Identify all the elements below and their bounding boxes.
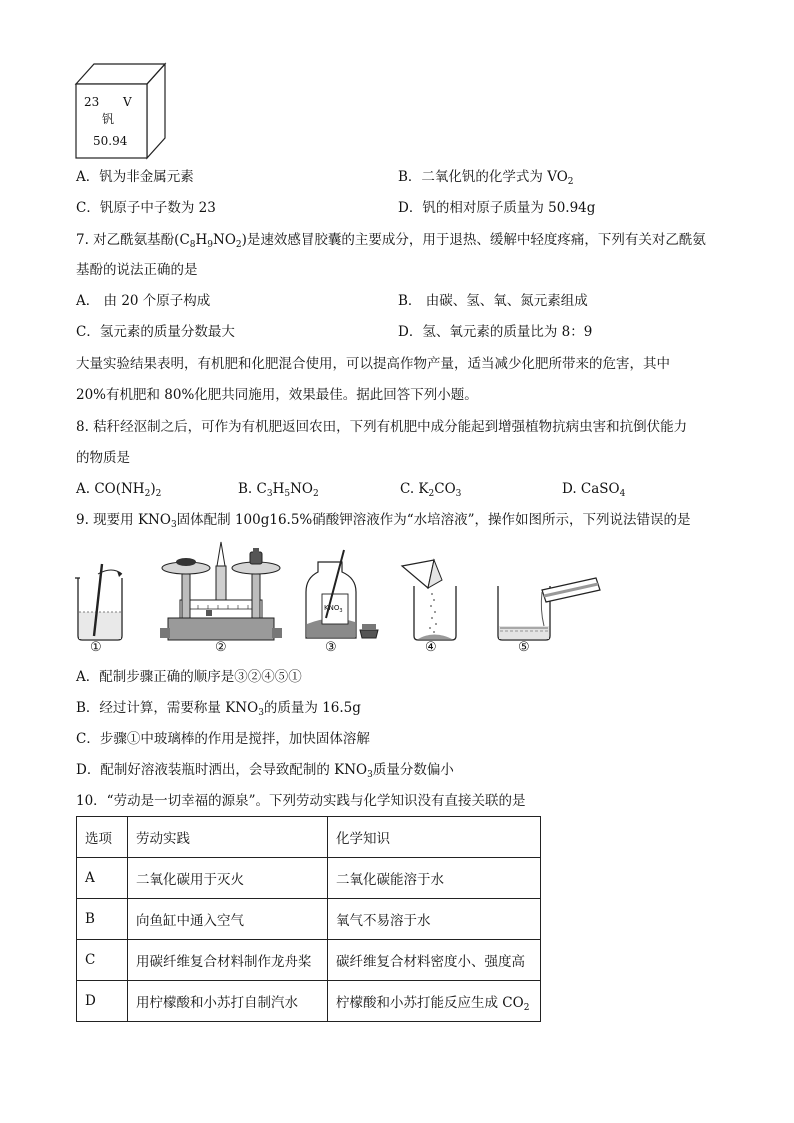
q9-option-c: C．步骤①中玻璃棒的作用是搅拌，加快固体溶解 bbox=[76, 731, 370, 747]
q7-option-c: C．氢元素的质量分数最大 bbox=[76, 324, 235, 340]
q8-option-c: C. $K_2CO_3$ bbox=[400, 481, 462, 499]
reagent-bottle-figure bbox=[304, 548, 382, 642]
svg-text:KNO3: $KNO_3$ bbox=[324, 604, 343, 614]
q7-stem-line2: 基酚的说法正确的是 bbox=[76, 262, 198, 278]
q10-stem: 10．“劳动是一切幸福的源泉”。下列劳动实践与化学知识没有直接关联的是 bbox=[76, 793, 526, 809]
element-name: 钒 bbox=[102, 112, 115, 126]
element-mass: 50.94 bbox=[93, 134, 128, 148]
q8-option-b: B. $C_3H_5NO_2$ bbox=[238, 481, 319, 499]
q9-stem: 9. 现要用 $KNO_3$固体配制 100g16.5%硝酸钾溶液作为“水培溶液”，操作如图所示，下列说法错误的是 bbox=[76, 512, 691, 530]
q6-option-c: C．钒原子中子数为 23 bbox=[76, 200, 216, 216]
q7-option-a: A． 由 20 个原子构成 bbox=[76, 293, 211, 309]
q8-stem-line2: 的物质是 bbox=[76, 450, 130, 466]
table-header-cell: 劳动实践 bbox=[128, 817, 328, 858]
table-row bbox=[77, 899, 541, 940]
table-header-cell: 化学知识 bbox=[328, 817, 541, 858]
table-cell-knowledge: 二氧化碳能溶于水 bbox=[328, 858, 541, 899]
pouring-solid-figure bbox=[398, 558, 460, 642]
table-cell-knowledge: 碳纤维复合材料密度小、强度高 bbox=[328, 940, 541, 981]
q8-stem-line1: 8. 秸秆经沤制之后，可作为有机肥返回农田，下列有机肥中成分能起到增强植物抗病虫害和抗倒伏能力 bbox=[76, 419, 688, 435]
table-header-row bbox=[77, 817, 541, 858]
table-cell-option: A bbox=[77, 858, 128, 899]
element-number: 23 bbox=[84, 95, 100, 109]
q10-table bbox=[76, 816, 541, 1022]
table-cell-practice: 向鱼缸中通入空气 bbox=[128, 899, 328, 940]
table-row bbox=[77, 940, 541, 981]
table-cell-knowledge: 氧气不易溶于水 bbox=[328, 899, 541, 940]
table-row bbox=[77, 981, 541, 1022]
passage-line1: 大量实验结果表明，有机肥和化肥混合使用，可以提高作物产量，适当减少化肥所带来的危害，其中 bbox=[76, 356, 670, 372]
beaker-stirring-figure bbox=[72, 560, 128, 642]
q7-option-d: D．氢、氧元素的质量比为 8：9 bbox=[398, 324, 593, 340]
pouring-water-figure bbox=[492, 570, 604, 642]
step-label-2: ② bbox=[215, 640, 227, 655]
step-label-4: ④ bbox=[425, 640, 437, 655]
element-symbol: V bbox=[123, 95, 132, 109]
balance-figure bbox=[158, 538, 284, 642]
table-cell-option: D bbox=[77, 981, 128, 1022]
q7-stem-line1: 7. 对乙酰氨基酚$(C_8H_9NO_2)$是速效感冒胶囊的主要成分，用于退热、缓解中轻度疼痛，下列有关对乙酰氨 bbox=[76, 232, 706, 250]
q8-option-a: A. $CO(NH_2)_2$ bbox=[76, 481, 162, 499]
step-label-3: ③ bbox=[325, 640, 337, 655]
q7-option-b: B． 由碳、氢、氧、氮元素组成 bbox=[398, 293, 588, 309]
table-row bbox=[77, 858, 541, 899]
q6-option-d: D．钒的相对原子质量为 50.94g bbox=[398, 200, 596, 216]
table-cell-option: B bbox=[77, 899, 128, 940]
table-cell-knowledge: 柠檬酸和小苏打能反应生成 $CO_2$ bbox=[328, 981, 541, 1022]
table-cell-practice: 用碳纤维复合材料制作龙舟桨 bbox=[128, 940, 328, 981]
q6-option-a: A．钒为非金属元素 bbox=[76, 169, 194, 185]
q9-option-a: A．配制步骤正确的顺序是③②④⑤① bbox=[76, 669, 302, 685]
q6-option-b: B．二氧化钒的化学式为 $VO_2$ bbox=[398, 169, 574, 187]
passage-line2: 20%有机肥和 80%化肥共同施用，效果最佳。据此回答下列小题。 bbox=[76, 387, 478, 403]
table-cell-practice: 二氧化碳用于灭火 bbox=[128, 858, 328, 899]
table-header-cell: 选项 bbox=[77, 817, 128, 858]
q8-option-d: D. CaSO$_4$ bbox=[562, 481, 626, 499]
step-label-5: ⑤ bbox=[518, 640, 530, 655]
table-cell-option: C bbox=[77, 940, 128, 981]
q9-option-d: D．配制好溶液装瓶时洒出，会导致配制的 $KNO_3$质量分数偏小 bbox=[76, 762, 454, 780]
step-label-1: ① bbox=[90, 640, 102, 655]
q9-option-b: B．经过计算，需要称量 $KNO_3$的质量为 16.5g bbox=[76, 700, 361, 718]
table-cell-practice: 用柠檬酸和小苏打自制汽水 bbox=[128, 981, 328, 1022]
